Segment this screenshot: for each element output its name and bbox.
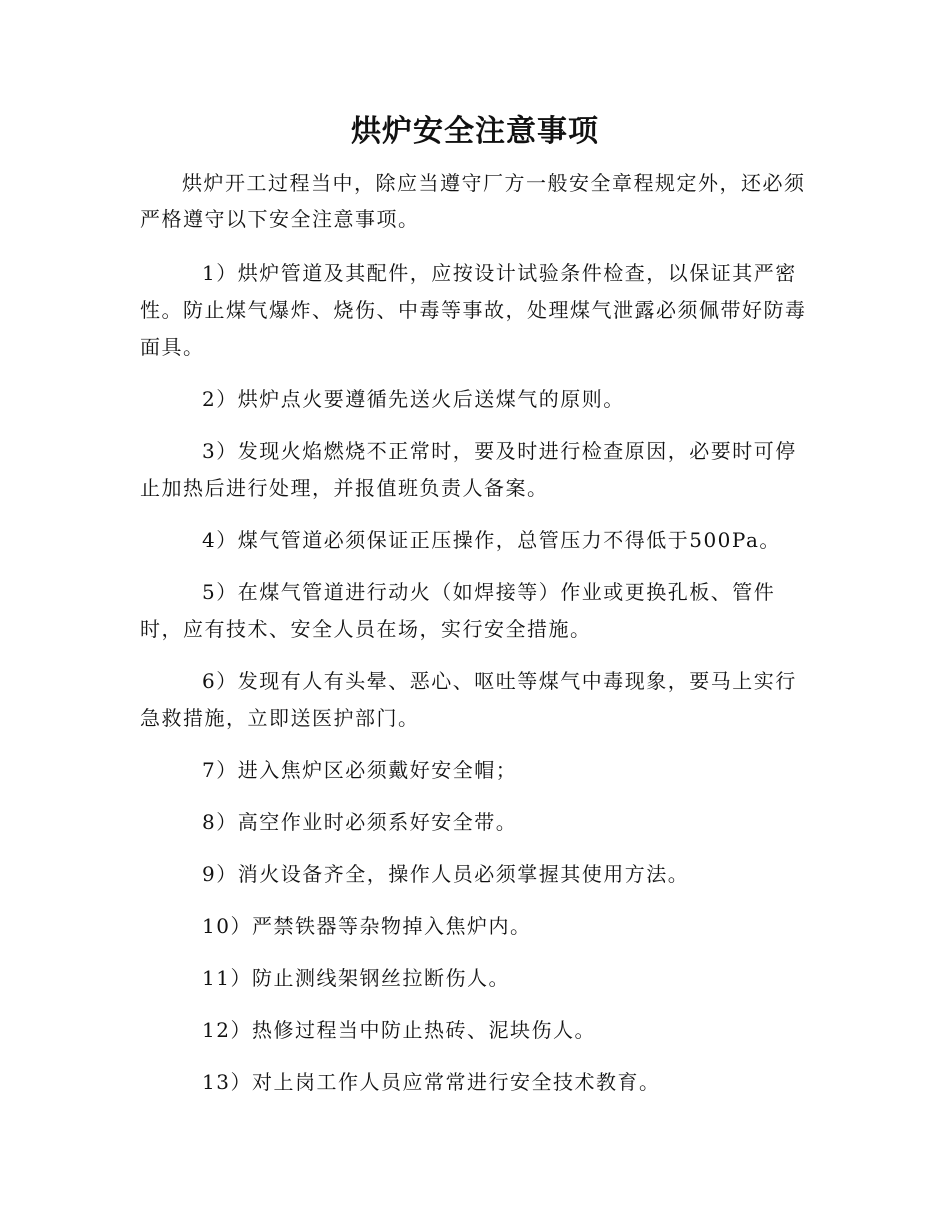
list-item: 11）防止测线架钢丝拉断伤人。 (202, 966, 510, 990)
document-title: 烘炉安全注意事项 (351, 114, 599, 149)
list-item: 4）煤气管道必须保证正压操作，总管压力不得低于500Pa。 (202, 528, 781, 552)
list-item: 2）烘炉点火要遵循先送火后送煤气的原则。 (202, 387, 625, 411)
list-item: 9）消火设备齐全，操作人员必须掌握其使用方法。 (202, 862, 690, 886)
intro-paragraph: 烘炉开工过程当中，除应当遵守厂方一般安全章程规定外，还必须严格遵守以下安全注意事项。 (140, 171, 806, 231)
list-item: 8）高空作业时必须系好安全带。 (202, 810, 518, 834)
list-item: 7）进入焦炉区必须戴好安全帽； (202, 758, 518, 782)
list-item: 10）严禁铁器等杂物掉入焦炉内。 (202, 914, 532, 938)
list-item: 1）烘炉管道及其配件，应按设计试验条件检查，以保证其严密性。防止煤气爆炸、烧伤、中毒等事故，处理煤气泄露必须佩带好防毒面具。 (140, 261, 807, 359)
list-item: 5）在煤气管道进行动火（如焊接等）作业或更换孔板、管件时，应有技术、安全人员在场，实行安全措施。 (140, 580, 776, 641)
list-item: 6）发现有人有头晕、恶心、呕吐等煤气中毒现象，要马上实行急救措施，立即送医护部门。 (140, 669, 797, 730)
safety-items-list (140, 255, 810, 1116)
list-item: 13）对上岗工作人员应常常进行安全技术教育。 (202, 1070, 661, 1094)
list-item: 12）热修过程当中防止热砖、泥块伤人。 (202, 1018, 596, 1042)
list-item: 3）发现火焰燃烧不正常时，要及时进行检查原因，必要时可停止加热后进行处理，并报值班负责人备案。 (140, 439, 797, 500)
